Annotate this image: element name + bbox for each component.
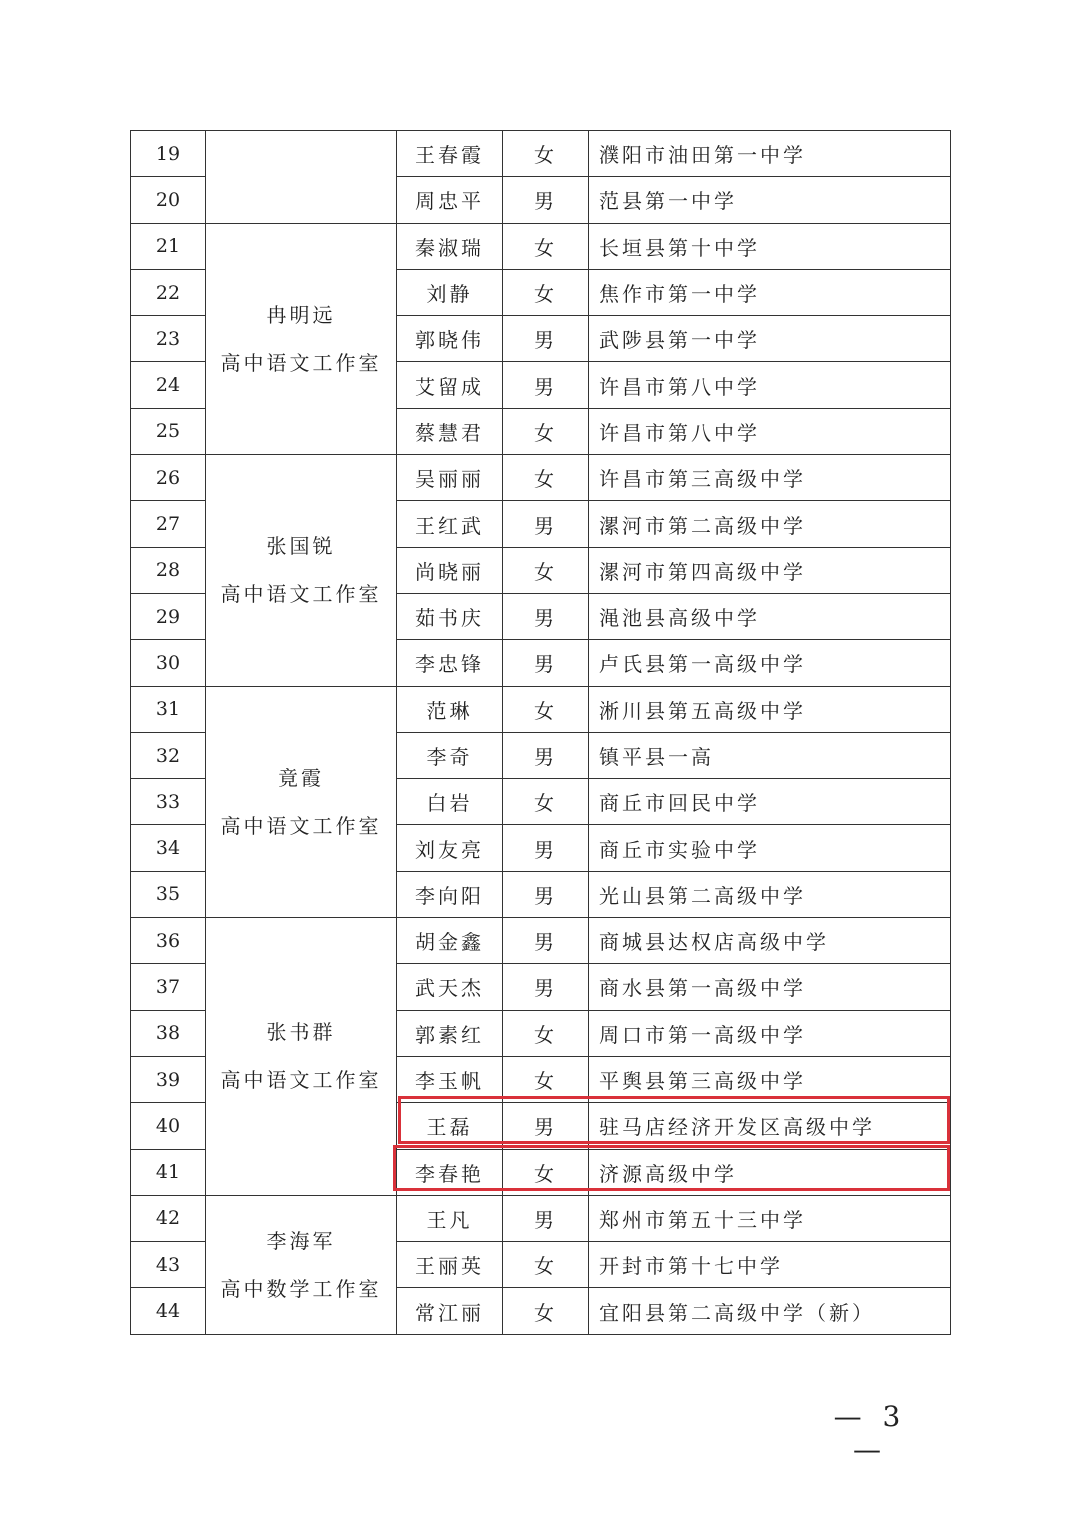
person-school: 淅川县第五高级中学: [589, 686, 951, 732]
person-school: 渑池县高级中学: [589, 593, 951, 639]
person-gender: 男: [503, 316, 589, 362]
person-school: 濮阳市油田第一中学: [589, 131, 951, 177]
person-gender: 女: [503, 547, 589, 593]
row-number: 36: [131, 918, 206, 964]
row-number: 39: [131, 1056, 206, 1102]
person-name: 尚晓丽: [397, 547, 503, 593]
studio-name: 高中语文工作室: [220, 813, 382, 838]
person-name: 郭晓伟: [397, 316, 503, 362]
row-number: 33: [131, 779, 206, 825]
studio-cell: [206, 455, 397, 686]
person-school: 光山县第二高级中学: [589, 871, 951, 917]
person-gender: 男: [503, 177, 589, 223]
person-gender: 男: [503, 593, 589, 639]
studio-leader: 张国锐: [266, 534, 336, 559]
row-number: 27: [131, 501, 206, 547]
person-gender: 女: [503, 408, 589, 454]
person-school: 郑州市第五十三中学: [589, 1195, 951, 1241]
row-number: 32: [131, 732, 206, 778]
row-number: 20: [131, 177, 206, 223]
person-gender: 女: [503, 686, 589, 732]
person-school: 漯河市第二高级中学: [589, 501, 951, 547]
person-name: 刘静: [397, 269, 503, 315]
table-row: [131, 455, 951, 501]
person-gender: 女: [503, 131, 589, 177]
person-school: 宜阳县第二高级中学（新）: [589, 1288, 951, 1334]
person-gender: 男: [503, 732, 589, 778]
person-name: 范琳: [397, 686, 503, 732]
person-school: 范县第一中学: [589, 177, 951, 223]
row-number: 19: [131, 131, 206, 177]
person-name: 蔡慧君: [397, 408, 503, 454]
person-gender: 女: [503, 779, 589, 825]
table-row: [131, 131, 951, 177]
table-row: [131, 918, 951, 964]
studio-cell: [206, 918, 397, 1196]
studio-name: 高中语文工作室: [220, 350, 382, 375]
row-number: 41: [131, 1149, 206, 1195]
person-name: 周忠平: [397, 177, 503, 223]
participant-table: [130, 130, 951, 1335]
person-name: 胡金鑫: [397, 918, 503, 964]
person-school: 商丘市回民中学: [589, 779, 951, 825]
studio-name: 高中语文工作室: [220, 1068, 382, 1093]
studio-cell: [206, 131, 397, 224]
person-name: 吴丽丽: [397, 455, 503, 501]
studio-leader: 李海军: [266, 1228, 336, 1253]
studio-leader: 竟霞: [278, 765, 324, 790]
person-school: 周口市第一高级中学: [589, 1010, 951, 1056]
person-school: 许昌市第八中学: [589, 408, 951, 454]
person-school: 武陟县第一中学: [589, 316, 951, 362]
studio-name: 高中数学工作室: [220, 1276, 382, 1301]
person-gender: 男: [503, 964, 589, 1010]
person-name: 王凡: [397, 1195, 503, 1241]
row-number: 21: [131, 223, 206, 269]
row-number: 28: [131, 547, 206, 593]
person-name: 王磊: [397, 1103, 503, 1149]
studio-cell: [206, 223, 397, 454]
person-gender: 女: [503, 1242, 589, 1288]
person-gender: 女: [503, 1149, 589, 1195]
person-name: 白岩: [397, 779, 503, 825]
person-name: 常江丽: [397, 1288, 503, 1334]
person-name: 艾留成: [397, 362, 503, 408]
person-gender: 女: [503, 1288, 589, 1334]
studio-leader: 冉明远: [266, 302, 336, 327]
person-school: 平舆县第三高级中学: [589, 1056, 951, 1102]
studio-leader: 张书群: [266, 1020, 336, 1045]
person-school: 商城县达权店高级中学: [589, 918, 951, 964]
person-school: 长垣县第十中学: [589, 223, 951, 269]
person-name: 李忠锋: [397, 640, 503, 686]
person-gender: 男: [503, 871, 589, 917]
person-gender: 男: [503, 501, 589, 547]
row-number: 31: [131, 686, 206, 732]
person-school: 许昌市第三高级中学: [589, 455, 951, 501]
person-name: 茹书庆: [397, 593, 503, 639]
person-gender: 女: [503, 1010, 589, 1056]
row-number: 40: [131, 1103, 206, 1149]
person-name: 王丽英: [397, 1242, 503, 1288]
person-school: 驻马店经济开发区高级中学: [589, 1103, 951, 1149]
person-school: 漯河市第四高级中学: [589, 547, 951, 593]
person-name: 秦淑瑞: [397, 223, 503, 269]
row-number: 37: [131, 964, 206, 1010]
row-number: 30: [131, 640, 206, 686]
row-number: 38: [131, 1010, 206, 1056]
person-gender: 女: [503, 455, 589, 501]
person-school: 开封市第十七中学: [589, 1242, 951, 1288]
table-row: [131, 223, 951, 269]
row-number: 24: [131, 362, 206, 408]
row-number: 44: [131, 1288, 206, 1334]
row-number: 25: [131, 408, 206, 454]
person-name: 刘友亮: [397, 825, 503, 871]
person-school: 镇平县一高: [589, 732, 951, 778]
table-row: [131, 1195, 951, 1241]
person-gender: 男: [503, 362, 589, 408]
person-name: 李向阳: [397, 871, 503, 917]
row-number: 26: [131, 455, 206, 501]
person-gender: 男: [503, 825, 589, 871]
person-name: 郭素红: [397, 1010, 503, 1056]
person-school: 济源高级中学: [589, 1149, 951, 1195]
person-school: 卢氏县第一高级中学: [589, 640, 951, 686]
person-name: 王春霞: [397, 131, 503, 177]
person-school: 许昌市第八中学: [589, 362, 951, 408]
person-name: 武天杰: [397, 964, 503, 1010]
person-school: 焦作市第一中学: [589, 269, 951, 315]
studio-cell: [206, 1195, 397, 1334]
person-school: 商水县第一高级中学: [589, 964, 951, 1010]
row-number: 22: [131, 269, 206, 315]
page-number: — 3 —: [833, 1400, 907, 1466]
table-row: [131, 686, 951, 732]
person-gender: 女: [503, 1056, 589, 1102]
row-number: 23: [131, 316, 206, 362]
person-name: 李春艳: [397, 1149, 503, 1195]
person-gender: 女: [503, 223, 589, 269]
row-number: 43: [131, 1242, 206, 1288]
person-gender: 男: [503, 1195, 589, 1241]
person-gender: 男: [503, 918, 589, 964]
person-school: 商丘市实验中学: [589, 825, 951, 871]
row-number: 42: [131, 1195, 206, 1241]
studio-name: 高中语文工作室: [220, 582, 382, 607]
person-name: 王红武: [397, 501, 503, 547]
person-gender: 女: [503, 269, 589, 315]
person-name: 李奇: [397, 732, 503, 778]
person-gender: 男: [503, 1103, 589, 1149]
studio-cell: [206, 686, 397, 917]
person-name: 李玉帆: [397, 1056, 503, 1102]
row-number: 34: [131, 825, 206, 871]
person-gender: 男: [503, 640, 589, 686]
row-number: 29: [131, 593, 206, 639]
row-number: 35: [131, 871, 206, 917]
